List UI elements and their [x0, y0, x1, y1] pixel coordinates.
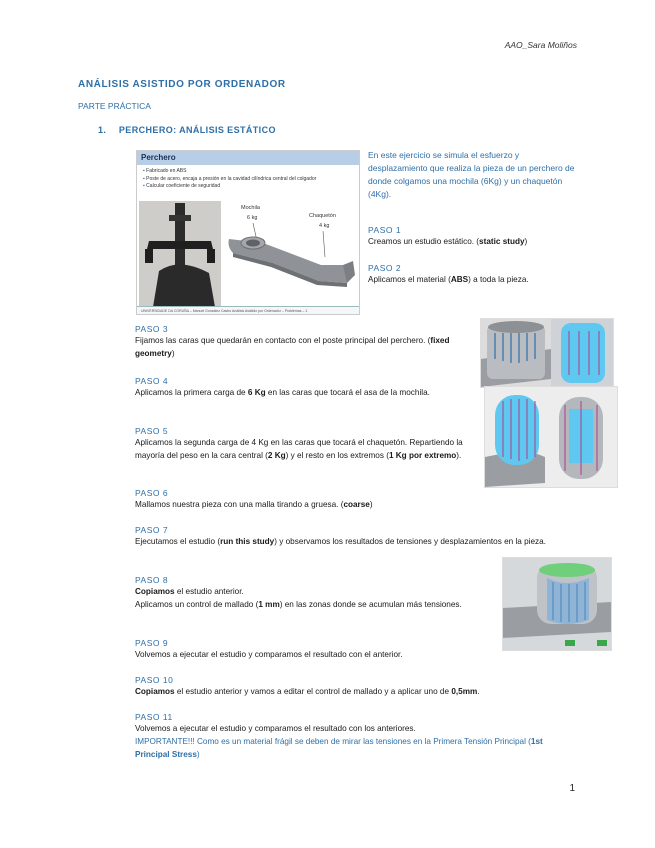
slide-title: Perchero	[141, 153, 176, 162]
step-3	[135, 324, 455, 360]
step-11	[135, 712, 575, 761]
slide-bullet: ▪ Fabricado en ABS	[143, 168, 316, 176]
slide-bullet: ▪ Poste de acero, encaja a presión en la cavidad cilíndrica central del colgador	[143, 176, 316, 184]
step-title: PASO 9	[135, 638, 169, 648]
loads-render	[484, 386, 618, 488]
step-text: Volvemos a ejecutar el estudio y comparamos el resultado con el anterior.	[135, 650, 403, 659]
slide-bullet: ▪ Calcular coeficiente de seguridad	[143, 183, 316, 191]
step-text: Fijamos las caras que quedarán en contacto con el poste principal del perchero. (fixed geometry)	[135, 336, 450, 358]
important-note: IMPORTANTE!!! Como es un material frágil se deben de mirar las tensiones en la Primera Tensión Principal (1st Principal Stress)	[135, 737, 543, 759]
step-8	[135, 575, 480, 611]
step-title: PASO 11	[135, 712, 173, 722]
step-title: PASO 10	[135, 675, 174, 685]
step-title: PASO 3	[135, 324, 169, 334]
step-text: Mallamos nuestra pieza con una malla tirando a gruesa. (coarse)	[135, 500, 373, 509]
fixed-geometry-render	[480, 318, 614, 388]
label-chaqueton: Chaquetón	[309, 213, 336, 219]
intro-paragraph: En este ejercicio se simula el esfuerzo y desplazamiento que realiza la pieza de un perchero de donde colgamos una mochila (6Kg) y un chaquetón (4Kg).	[368, 150, 575, 199]
step-title: PASO 6	[135, 488, 169, 498]
slide-bullets	[143, 168, 316, 191]
step-9	[135, 638, 495, 661]
label-mochila-weight: 6 kg	[247, 215, 258, 221]
step-text: Copiamos el estudio anterior y vamos a editar el control de mallado y a aplicar uno de 0,5mm.	[135, 687, 480, 696]
step-5	[135, 426, 465, 462]
label-chaqueton-weight: 4 kg	[319, 223, 330, 229]
step-2	[368, 263, 588, 286]
step-title: PASO 2	[368, 263, 402, 273]
step-text: Volvemos a ejecutar el estudio y comparamos el resultado con los anteriores.	[135, 724, 416, 733]
step-title: PASO 7	[135, 525, 169, 535]
reference-slide	[136, 150, 360, 315]
step-10	[135, 675, 575, 698]
step-title: PASO 5	[135, 426, 169, 436]
step-4	[135, 376, 455, 399]
document-subtitle: PARTE PRÁCTICA	[78, 101, 151, 111]
step-text: Ejecutamos el estudio (run this study) y observamos los resultados de tensiones y desplazamientos en la pieza.	[135, 537, 546, 546]
step-text: Aplicamos un control de mallado (1 mm) en las zonas donde se acumulan más tensiones.	[135, 600, 462, 609]
step-1	[368, 225, 588, 248]
step-text: Aplicamos la primera carga de 6 Kg en las caras que tocará el asa de la mochila.	[135, 388, 430, 397]
step-text: Aplicamos la segunda carga de 4 Kg en las caras que tocará el chaquetón. Repartiendo la mayoría del peso en la cara central (2 Kg) y el resto en los extremos (1 Kg por extremo).	[135, 438, 463, 460]
hanger-photo	[139, 201, 221, 307]
label-mochila: Mochila	[241, 205, 260, 211]
header-author: AAO_Sara Moliños	[504, 40, 577, 50]
slide-footer-text: UNIVERSIDADE DA CORUÑA – Manuel González Castro Análisis Asistido por Ordenador – Problemas – 1	[141, 309, 308, 313]
step-text: Aplicamos el material (ABS) a toda la pieza.	[368, 275, 529, 284]
step-title: PASO 1	[368, 225, 402, 235]
step-title: PASO 4	[135, 376, 169, 386]
section-title: PERCHERO: ANÁLISIS ESTÁTICO	[118, 125, 276, 135]
section-number: 1.	[98, 125, 107, 135]
step-6	[135, 488, 465, 511]
step-text: Copiamos el estudio anterior.	[135, 587, 244, 596]
page-number: 1	[569, 783, 575, 794]
step-title: PASO 8	[135, 575, 169, 585]
document-title: ANÁLISIS ASISTIDO POR ORDENADOR	[78, 79, 286, 90]
step-7	[135, 525, 575, 548]
mesh-control-render	[502, 557, 612, 651]
hanger-cad-model	[223, 221, 359, 301]
step-text: Creamos un estudio estático. (static study)	[368, 237, 528, 246]
section-heading	[98, 125, 276, 135]
